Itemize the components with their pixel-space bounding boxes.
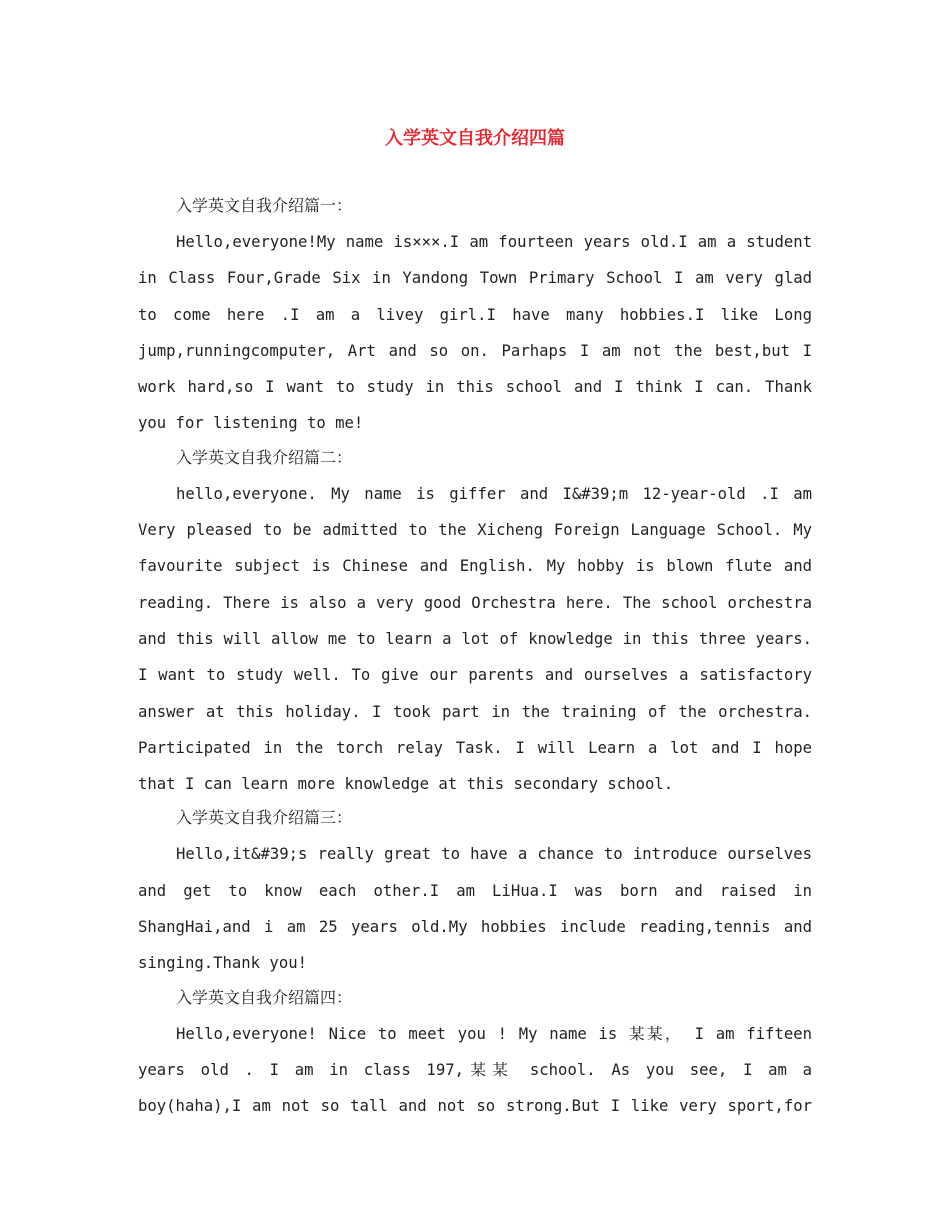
- section-body: Hello,everyone! Nice to meet you ! My name is 某某， I am fifteen years old . I am in class 197,某某 school. As you see, I am a boy(haha),I am not so tall and not so strong.But I like very sport,for: [138, 1024, 812, 1116]
- section-4: [138, 984, 812, 1125]
- section-heading: 入学英文自我介绍篇一：: [176, 196, 353, 215]
- section-1: [138, 192, 812, 442]
- section-heading: 入学英文自我介绍篇四：: [176, 987, 353, 1007]
- document-content: [138, 192, 812, 1125]
- section-2: [138, 444, 812, 803]
- section-body: Hello,it&#39;s really great to have a chance to introduce ourselves and get to know each other.I am LiHua.I was born and raised in ShangHai,and i am 25 years old.My hobbies include reading,tennis and singing.Thank you!: [138, 845, 812, 973]
- section-heading: 入学英文自我介绍篇二：: [176, 447, 353, 467]
- document-title: 入学英文自我介绍四篇: [385, 128, 565, 149]
- section-heading: 入学英文自我介绍篇三：: [176, 808, 353, 828]
- section-3: [138, 804, 812, 981]
- section-body: hello,everyone. My name is giffer and I&#39;m 12-year-old .I am Very pleased to be admitted to the Xicheng Foreign Language School. My favourite subject is Chinese and English. My hobby is blown flute and reading. There is also a very good Orchestra here. The school orchestra and this will allow me to learn a lot of knowledge in this three years. I want to study well. To give our parents and ourselves a satisfactory answer at this holiday. I took part in the training of the orchestra. Participated in the torch relay Task. I will Learn a lot and I hope that I can learn more knowledge at this secondary school.: [138, 484, 812, 794]
- section-body: Hello,everyone!My name is×××.I am fourteen years old.I am a student in Class Four,Grade Six in Yandong Town Primary School I am very glad to come here .I am a livey girl.I have many hobbies.I like Long jump,runningcomputer, Art and so on. Parhaps I am not the best,but I work hard,so I want to study in this school and I think I can. Thank you for listening to me!: [138, 233, 812, 433]
